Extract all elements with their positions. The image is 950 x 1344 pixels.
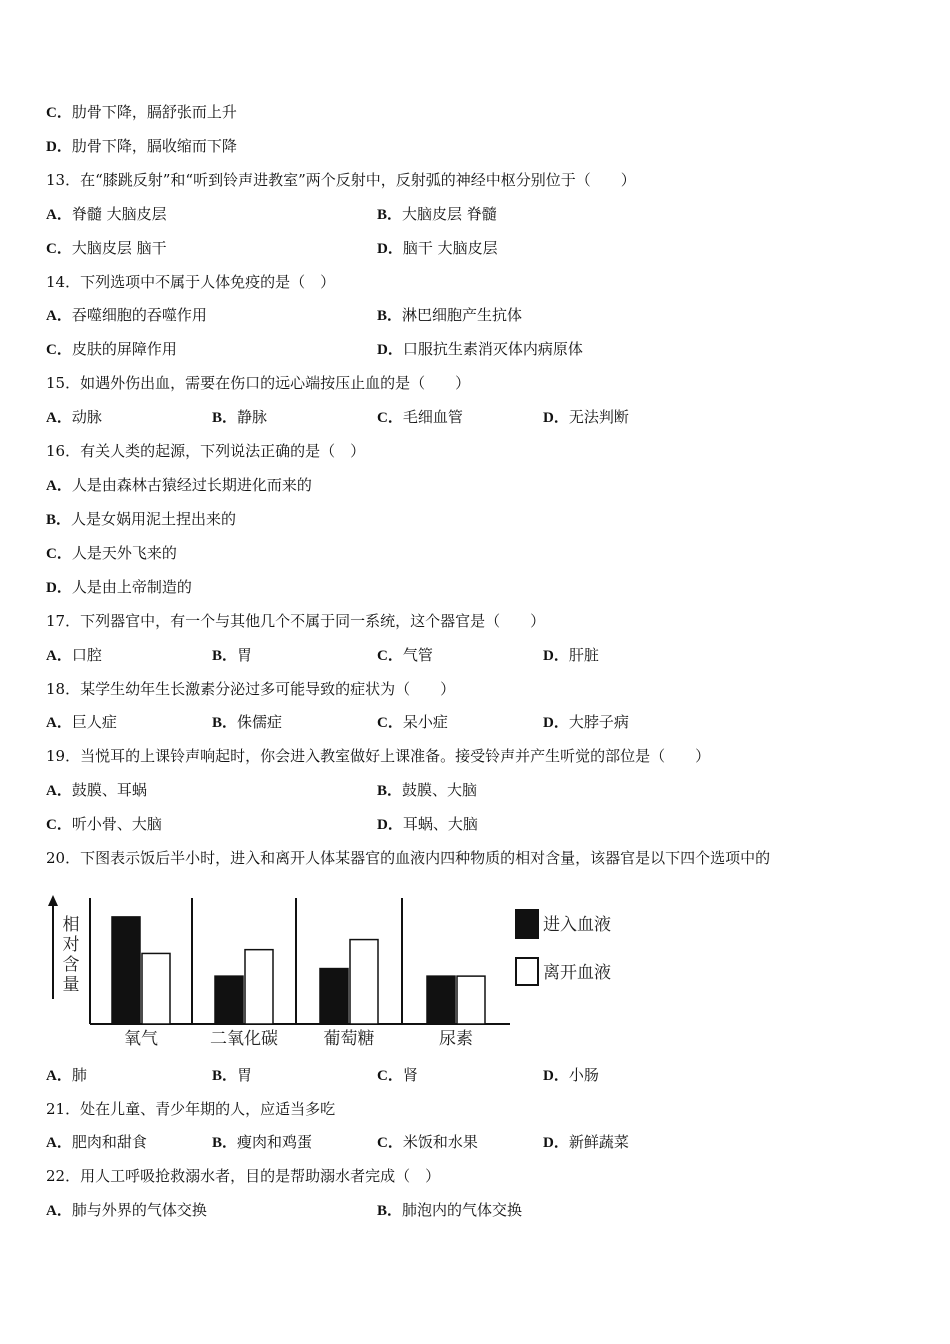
q17-option-d: D．肝脏 xyxy=(543,646,599,664)
q14-option-a: A．吞噬细胞的吞噬作用 xyxy=(46,306,207,324)
q13-option-a: A．脊髓 大脑皮层 xyxy=(46,205,167,223)
q20-option-c: C．肾 xyxy=(377,1066,418,1084)
bar-leave-3 xyxy=(457,976,485,1024)
question-18-stem: 18．某学生幼年生长激素分泌过多可能导致的症状为（ ） xyxy=(46,680,456,698)
q15-option-c: C．毛细血管 xyxy=(377,408,463,426)
q21-option-b: B．瘦肉和鸡蛋 xyxy=(212,1133,313,1151)
q19-option-d: D．耳蜗、大脑 xyxy=(377,815,478,833)
q13-option-c: C．大脑皮层 脑干 xyxy=(46,239,167,257)
option-d-q12: D．肋骨下降，膈收缩而下降 xyxy=(46,137,237,155)
legend-swatch-leave xyxy=(516,958,538,985)
question-22-stem: 22．用人工呼吸抢救溺水者，目的是帮助溺水者完成（ ） xyxy=(46,1167,441,1185)
q16-option-b: B．人是女娲用泥土捏出来的 xyxy=(46,510,237,528)
legend-label-enter: 进入血液 xyxy=(543,915,611,935)
option-c-q12: C．肋骨下降，膈舒张而上升 xyxy=(46,103,237,121)
q22-option-b: B．肺泡内的气体交换 xyxy=(377,1201,523,1219)
bar-enter-3 xyxy=(427,976,455,1024)
y-axis-arrow xyxy=(48,895,58,906)
bar-leave-0 xyxy=(142,953,170,1024)
q20-option-b: B．胃 xyxy=(212,1066,253,1084)
q17-option-b: B．胃 xyxy=(212,646,253,664)
q21-option-d: D．新鲜蔬菜 xyxy=(543,1133,629,1151)
q21-option-a: A．肥肉和甜食 xyxy=(46,1133,147,1151)
q17-option-c: C．气管 xyxy=(377,646,433,664)
q19-option-a: A．鼓膜、耳蜗 xyxy=(46,781,147,799)
y-axis-label-3: 含 xyxy=(62,955,80,975)
x-tick-label: 二氧化碳 xyxy=(210,1029,278,1049)
q18-option-b: B．侏儒症 xyxy=(212,713,283,731)
q21-option-c: C．米饭和水果 xyxy=(377,1133,478,1151)
blood-content-bar-chart xyxy=(44,892,644,1057)
q14-option-b: B．淋巴细胞产生抗体 xyxy=(377,306,523,324)
q20-option-d: D．小肠 xyxy=(543,1066,599,1084)
q16-option-c: C．人是天外飞来的 xyxy=(46,544,177,562)
q13-option-b: B．大脑皮层 脊髓 xyxy=(377,205,497,223)
q18-option-c: C．呆小症 xyxy=(377,713,448,731)
y-axis-label-1: 相 xyxy=(62,915,80,935)
x-tick-label: 氧气 xyxy=(124,1029,158,1049)
x-tick-label: 葡萄糖 xyxy=(323,1029,375,1049)
y-axis-label-2: 对 xyxy=(62,935,80,955)
q18-option-d: D．大脖子病 xyxy=(543,713,629,731)
q19-option-b: B．鼓膜、大脑 xyxy=(377,781,478,799)
q14-option-c: C．皮肤的屏障作用 xyxy=(46,340,177,358)
q19-option-c: C．听小骨、大脑 xyxy=(46,815,162,833)
bar-leave-1 xyxy=(245,950,273,1024)
q15-option-b: B．静脉 xyxy=(212,408,268,426)
q22-option-a: A．肺与外界的气体交换 xyxy=(46,1201,207,1219)
q16-option-a: A．人是由森林古猿经过长期进化而来的 xyxy=(46,476,312,494)
bar-enter-1 xyxy=(215,976,243,1024)
q15-option-d: D．无法判断 xyxy=(543,408,629,426)
q14-option-d: D．口服抗生素消灭体内病原体 xyxy=(377,340,583,358)
legend-label-leave: 离开血液 xyxy=(543,963,611,983)
q17-option-a: A．口腔 xyxy=(46,646,102,664)
question-14-stem: 14．下列选项中不属于人体免疫的是（ ） xyxy=(46,273,336,291)
bar-leave-2 xyxy=(350,940,378,1024)
legend-swatch-enter xyxy=(516,910,538,938)
question-19-stem: 19．当悦耳的上课铃声响起时，你会进入教室做好上课准备。接受铃声并产生听觉的部位是（ ） xyxy=(46,747,711,765)
q15-option-a: A．动脉 xyxy=(46,408,102,426)
question-20-stem: 20．下图表示饭后半小时，进入和离开人体某器官的血液内四种物质的相对含量，该器官是以下四个选项中的 xyxy=(46,849,771,867)
question-17-stem: 17．下列器官中，有一个与其他几个不属于同一系统，这个器官是（ ） xyxy=(46,612,546,630)
question-15-stem: 15．如遇外伤出血，需要在伤口的远心端按压止血的是（ ） xyxy=(46,374,471,392)
q18-option-a: A．巨人症 xyxy=(46,713,117,731)
question-21-stem: 21．处在儿童、青少年期的人，应适当多吃 xyxy=(46,1100,336,1118)
question-13-stem: 13．在“膝跳反射”和“听到铃声进教室”两个反射中，反射弧的神经中枢分别位于（ ） xyxy=(46,171,636,189)
q20-option-a: A．肺 xyxy=(46,1066,87,1084)
q16-option-d: D．人是由上帝制造的 xyxy=(46,578,192,596)
x-tick-label: 尿素 xyxy=(439,1029,473,1049)
bar-enter-0 xyxy=(112,917,140,1024)
q13-option-d: D．脑干 大脑皮层 xyxy=(377,239,498,257)
bar-enter-2 xyxy=(320,969,348,1024)
y-axis-label-4: 量 xyxy=(62,975,80,995)
question-16-stem: 16．有关人类的起源，下列说法正确的是（ ） xyxy=(46,442,366,460)
